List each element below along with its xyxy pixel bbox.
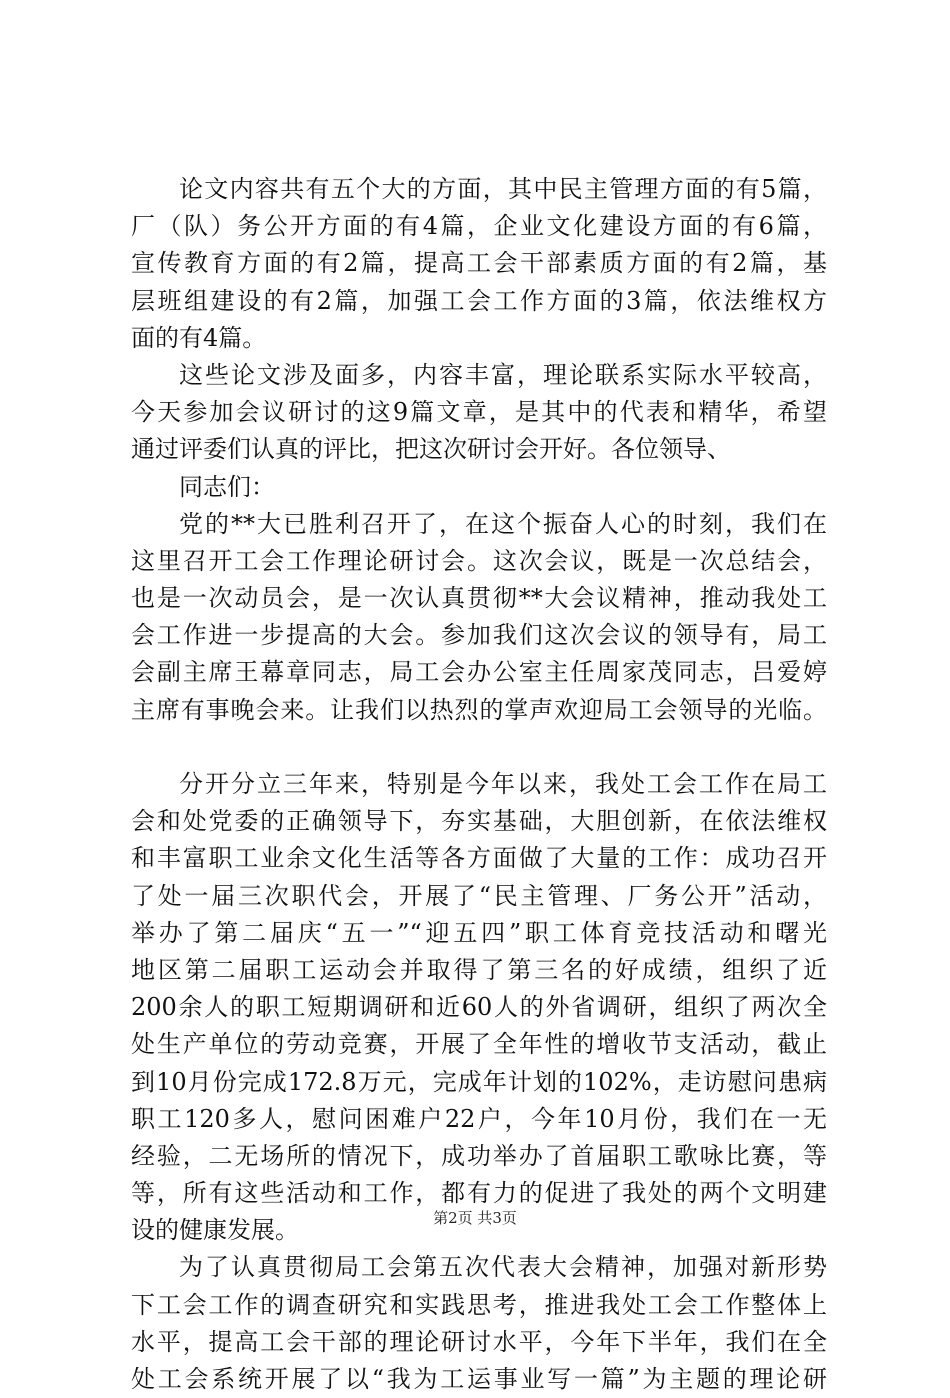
text-line: 职工120多人，慰问困难户22户，今年10月份，我们在一无 [131, 1104, 827, 1133]
text-line: 会和处党委的正确领导下，夯实基础，大胆创新，在依法维权 [131, 807, 827, 836]
text-line: 同志们： [179, 472, 275, 501]
text-line: 分开分立三年来，特别是今年以来，我处工会工作在局工 [179, 770, 827, 798]
text-line: 地区第二届职工运动会并取得了第三名的好成绩，组织了近 [131, 955, 827, 984]
page-footer: 第2页 共3页 [433, 1209, 517, 1227]
text-line: 设的健康发展。 [131, 1216, 299, 1245]
text-line: 等，所有这些活动和工作，都有力的促进了我处的两个文明建 [131, 1179, 827, 1208]
text-line: 到10月份完成172.8万元，完成年计划的102%，走访慰问患病 [131, 1067, 827, 1096]
text-line: 处生产单位的劳动竞赛，开展了全年性的增收节支活动，截止 [131, 1030, 827, 1059]
text-line: 为了认真贯彻局工会第五次代表大会精神，加强对新形势 [179, 1253, 827, 1282]
text-line: 水平，提高工会干部的理论研讨水平，今年下半年，我们在全 [131, 1327, 827, 1356]
text-line: 经验，二无场所的情况下，成功举办了首届职工歌咏比赛，等 [131, 1141, 827, 1170]
text-line: 党的**大已胜利召开了，在这个振奋人心的时刻，我们在 [179, 509, 827, 538]
text-line: 会副主席王幕章同志，局工会办公室主任周家茂同志，吕爱婷 [131, 658, 827, 687]
text-line: 处工会系统开展了以“我为工运事业写一篇”为主题的理论研 [131, 1365, 827, 1393]
text-line: 论文内容共有五个大的方面，其中民主管理方面的有5篇， [179, 175, 827, 203]
text-line: 今天参加会议研讨的这9篇文章，是其中的代表和精华，希望 [131, 398, 827, 427]
text-line: 下工会工作的调查研究和实践思考，推进我处工会工作整体上 [131, 1290, 827, 1319]
text-line: 通过评委们认真的评比，把这次研讨会开好。各位领导、 [131, 435, 731, 464]
text-line: 层班组建设的有2篇，加强工会工作方面的3篇，依法维权方 [131, 286, 827, 315]
text-line: 200余人的职工短期调研和近60人的外省调研，组织了两次全 [131, 993, 827, 1022]
blank-line [131, 729, 827, 766]
text-line: 举办了第二届庆“五一”“迎五四”职工体育竞技活动和曙光 [131, 918, 827, 947]
text-line: 这些论文涉及面多，内容丰富，理论联系实际水平较高， [179, 360, 827, 389]
text-line: 了处一届三次职代会，开展了“民主管理、厂务公开”活动， [131, 881, 827, 910]
text-line: 宣传教育方面的有2篇，提高工会干部素质方面的有2篇，基 [131, 249, 827, 278]
text-line: 和丰富职工业余文化生活等各方面做了大量的工作：成功召开 [131, 844, 827, 873]
text-line: 也是一次动员会，是一次认真贯彻**大会议精神，推动我处工 [131, 584, 827, 613]
text-line: 这里召开工会工作理论研讨会。这次会议，既是一次总结会， [131, 546, 827, 575]
text-line: 厂（队）务公开方面的有4篇，企业文化建设方面的有6篇， [131, 212, 827, 241]
text-line: 面的有4篇。 [131, 323, 267, 352]
text-line: 会工作进一步提高的大会。参加我们这次会议的领导有，局工 [131, 621, 827, 650]
text-line: 主席有事晚会来。让我们以热烈的掌声欢迎局工会领导的光临。 [131, 695, 827, 724]
